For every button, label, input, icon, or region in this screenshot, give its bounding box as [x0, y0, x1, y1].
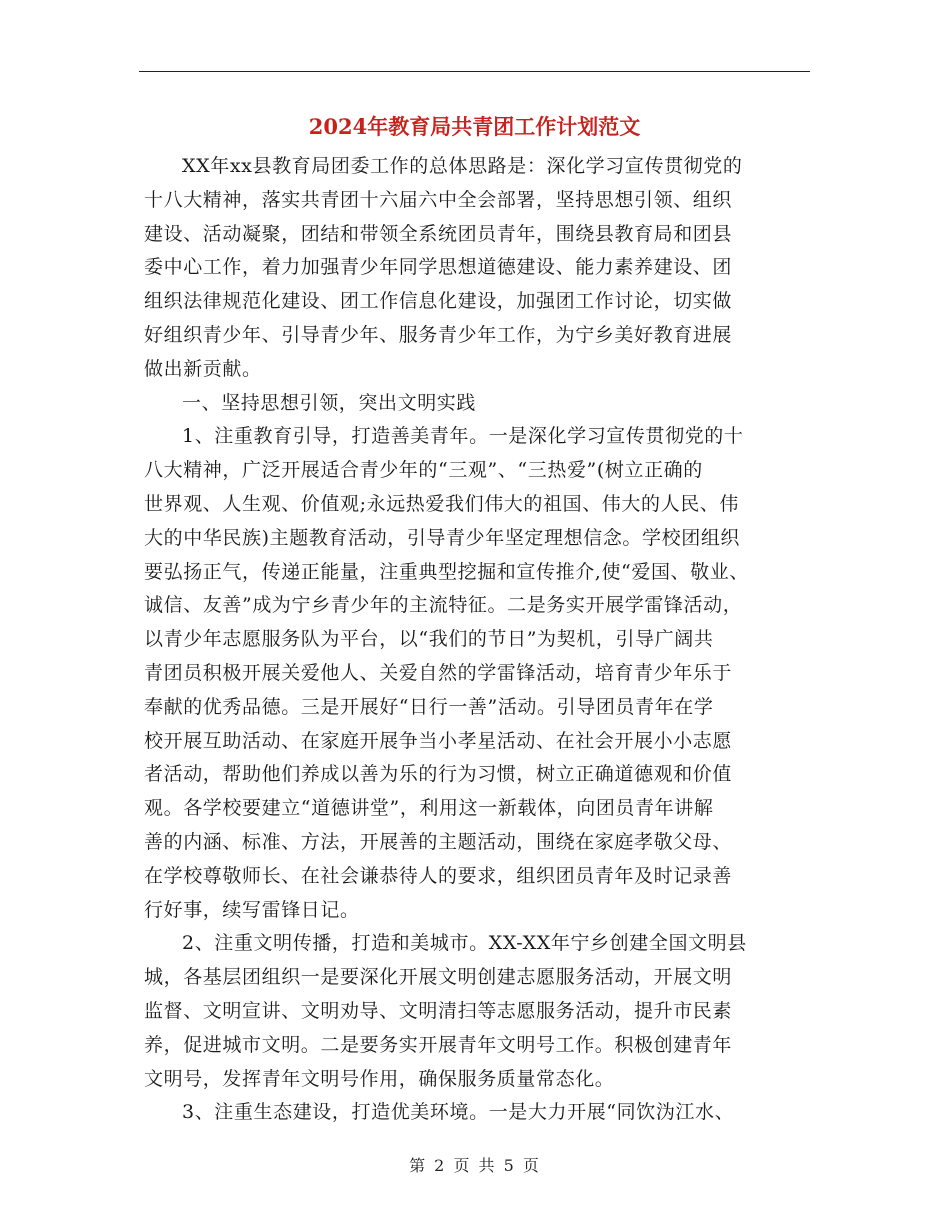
body-line: 校开展互助活动、在家庭开展争当小孝星活动、在社会开展小小志愿 — [144, 729, 733, 752]
body-line: 青团员积极开展关爱他人、关爱自然的学雷锋活动，培育青少年乐于 — [144, 661, 733, 684]
body-line: 2、注重文明传播，打造和美城市。XX-XX年宁乡创建全国文明县 — [182, 932, 747, 955]
body-line: 养，促进城市文明。二是要务实开展青年文明号工作。积极创建青年 — [144, 1033, 733, 1056]
body-line: 世界观、人生观、价值观;永远热爱我们伟大的祖国、伟大的人民、伟 — [144, 492, 740, 515]
body-line: 监督、文明宣讲、文明劝导、文明清扫等志愿服务活动，提升市民素 — [144, 999, 733, 1022]
body-line: 诚信、友善”成为宁乡青少年的主流特征。二是务实开展学雷锋活动， — [144, 594, 743, 617]
body-line: 委中心工作，着力加强青少年同学思想道德建设、能力素养建设、团 — [144, 256, 733, 279]
body-line: 八大精神，广泛开展适合青少年的“三观”、“三热爱”(树立正确的 — [144, 459, 703, 482]
page-number: 第 2 页 共 5 页 — [409, 1156, 541, 1175]
body-line: 以青少年志愿服务队为平台，以“我们的节日”为契机，引导广阔共 — [144, 628, 714, 651]
body-line: XX年xx县教育局团委工作的总体思路是：深化学习宣传贯彻党的 — [182, 155, 743, 177]
document-body — [144, 150, 812, 1130]
body-line: 组织法律规范化建设、团工作信息化建设，加强团工作讨论，切实做 — [144, 290, 733, 313]
body-line: 建设、活动凝聚，团结和带领全系统团员青年，围绕县教育局和团县 — [144, 222, 733, 245]
body-line: 者活动，帮助他们养成以善为乐的行为习惯，树立正确道德观和价值 — [144, 763, 733, 786]
body-line: 奉献的优秀品德。三是开展好“日行一善”活动。引导团员青年在学 — [144, 695, 714, 718]
body-line: 好组织青少年、引导青少年、服务青少年工作，为宁乡美好教育进展 — [144, 323, 733, 346]
document-title: 2024年教育局共青团工作计划范文 — [308, 114, 641, 139]
body-line: 观。各学校要建立“道德讲堂”，利用这一新载体，向团员青年讲解 — [144, 797, 714, 820]
header-rule — [139, 71, 810, 72]
body-line: 一、坚持思想引领，突出文明实践 — [182, 391, 477, 414]
body-line: 在学校尊敬师长、在社会谦恭待人的要求，组织团员青年及时记录善 — [144, 864, 733, 887]
body-line: 善的内涵、标准、方法，开展善的主题活动，围绕在家庭孝敬父母、 — [144, 830, 733, 853]
body-line: 城，各基层团组织一是要深化开展文明创建志愿服务活动，开展文明 — [144, 966, 733, 989]
body-line: 行好事，续写雷锋日记。 — [144, 898, 360, 921]
body-line: 做出新贡献。 — [144, 357, 262, 380]
body-line: 文明号，发挥青年文明号作用，确保服务质量常态化。 — [144, 1067, 615, 1090]
body-line: 十八大精神，落实共青团十六届六中全会部署，坚持思想引领、组织 — [144, 188, 733, 211]
body-line: 1、注重教育引导，打造善美青年。一是深化学习宣传贯彻党的十 — [182, 425, 744, 448]
body-line: 要弘扬正气，传递正能量，注重典型挖掘和宣传推介,使“爱国、敬业、 — [144, 560, 749, 583]
body-line: 大的中华民族)主题教育活动，引导青少年坚定理想信念。学校团组织 — [144, 526, 741, 549]
body-line: 3、注重生态建设，打造优美环境。一是大力开展“同饮沩江水、 — [182, 1101, 735, 1124]
